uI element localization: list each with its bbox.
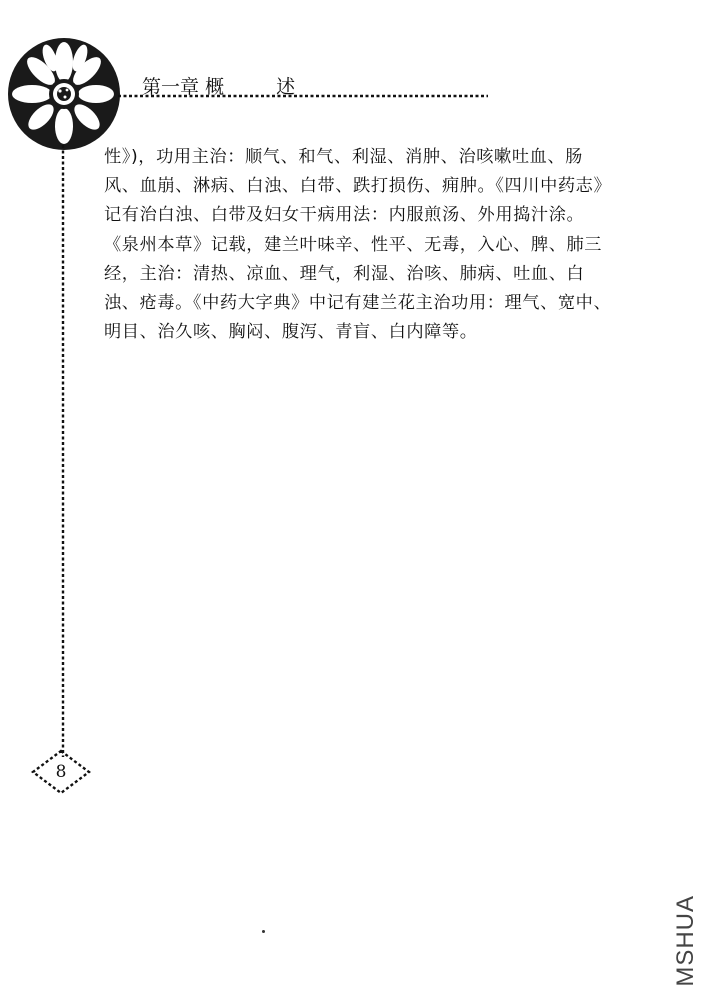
chapter-title-char-1: 概 [205,76,225,98]
page-number: 8 [55,762,67,782]
body-line: 《泉州本草》记载，建兰叶味辛、性平、无毒，入心、脾、肺三 [104,234,603,255]
body-line: 风、血崩、淋病、白浊、白带、跌打损伤、痈肿。《四川中药志》 [104,176,612,197]
body-line: 记有治白浊、白带及妇女干病用法：内服煎汤、外用捣汁涂。 [104,205,585,226]
sunflower-icon [4,34,124,154]
stray-dot [262,930,265,933]
body-line: 明目、治久咳、胸闷、腹泻、青盲、白内障等。 [104,322,478,343]
header-dotted-rule [118,93,488,99]
chapter-title-char-2: 述 [276,76,296,98]
body-line: 性》)，功用主治：顺气、和气、利湿、消肿、治咳嗽吐血、肠 [104,147,583,167]
left-dotted-rule [58,145,68,757]
body-line: 经，主治：清热、凉血、理气，利湿、治咳、肺病、吐血、白 [104,263,585,284]
body-line: 浊、疮毒。《中药大字典》中记有建兰花主治功用：理气、宽中、 [104,293,612,314]
body-paragraph [104,143,644,347]
chapter-number: 第一章 [142,76,200,98]
watermark: MSHUA [672,895,699,987]
